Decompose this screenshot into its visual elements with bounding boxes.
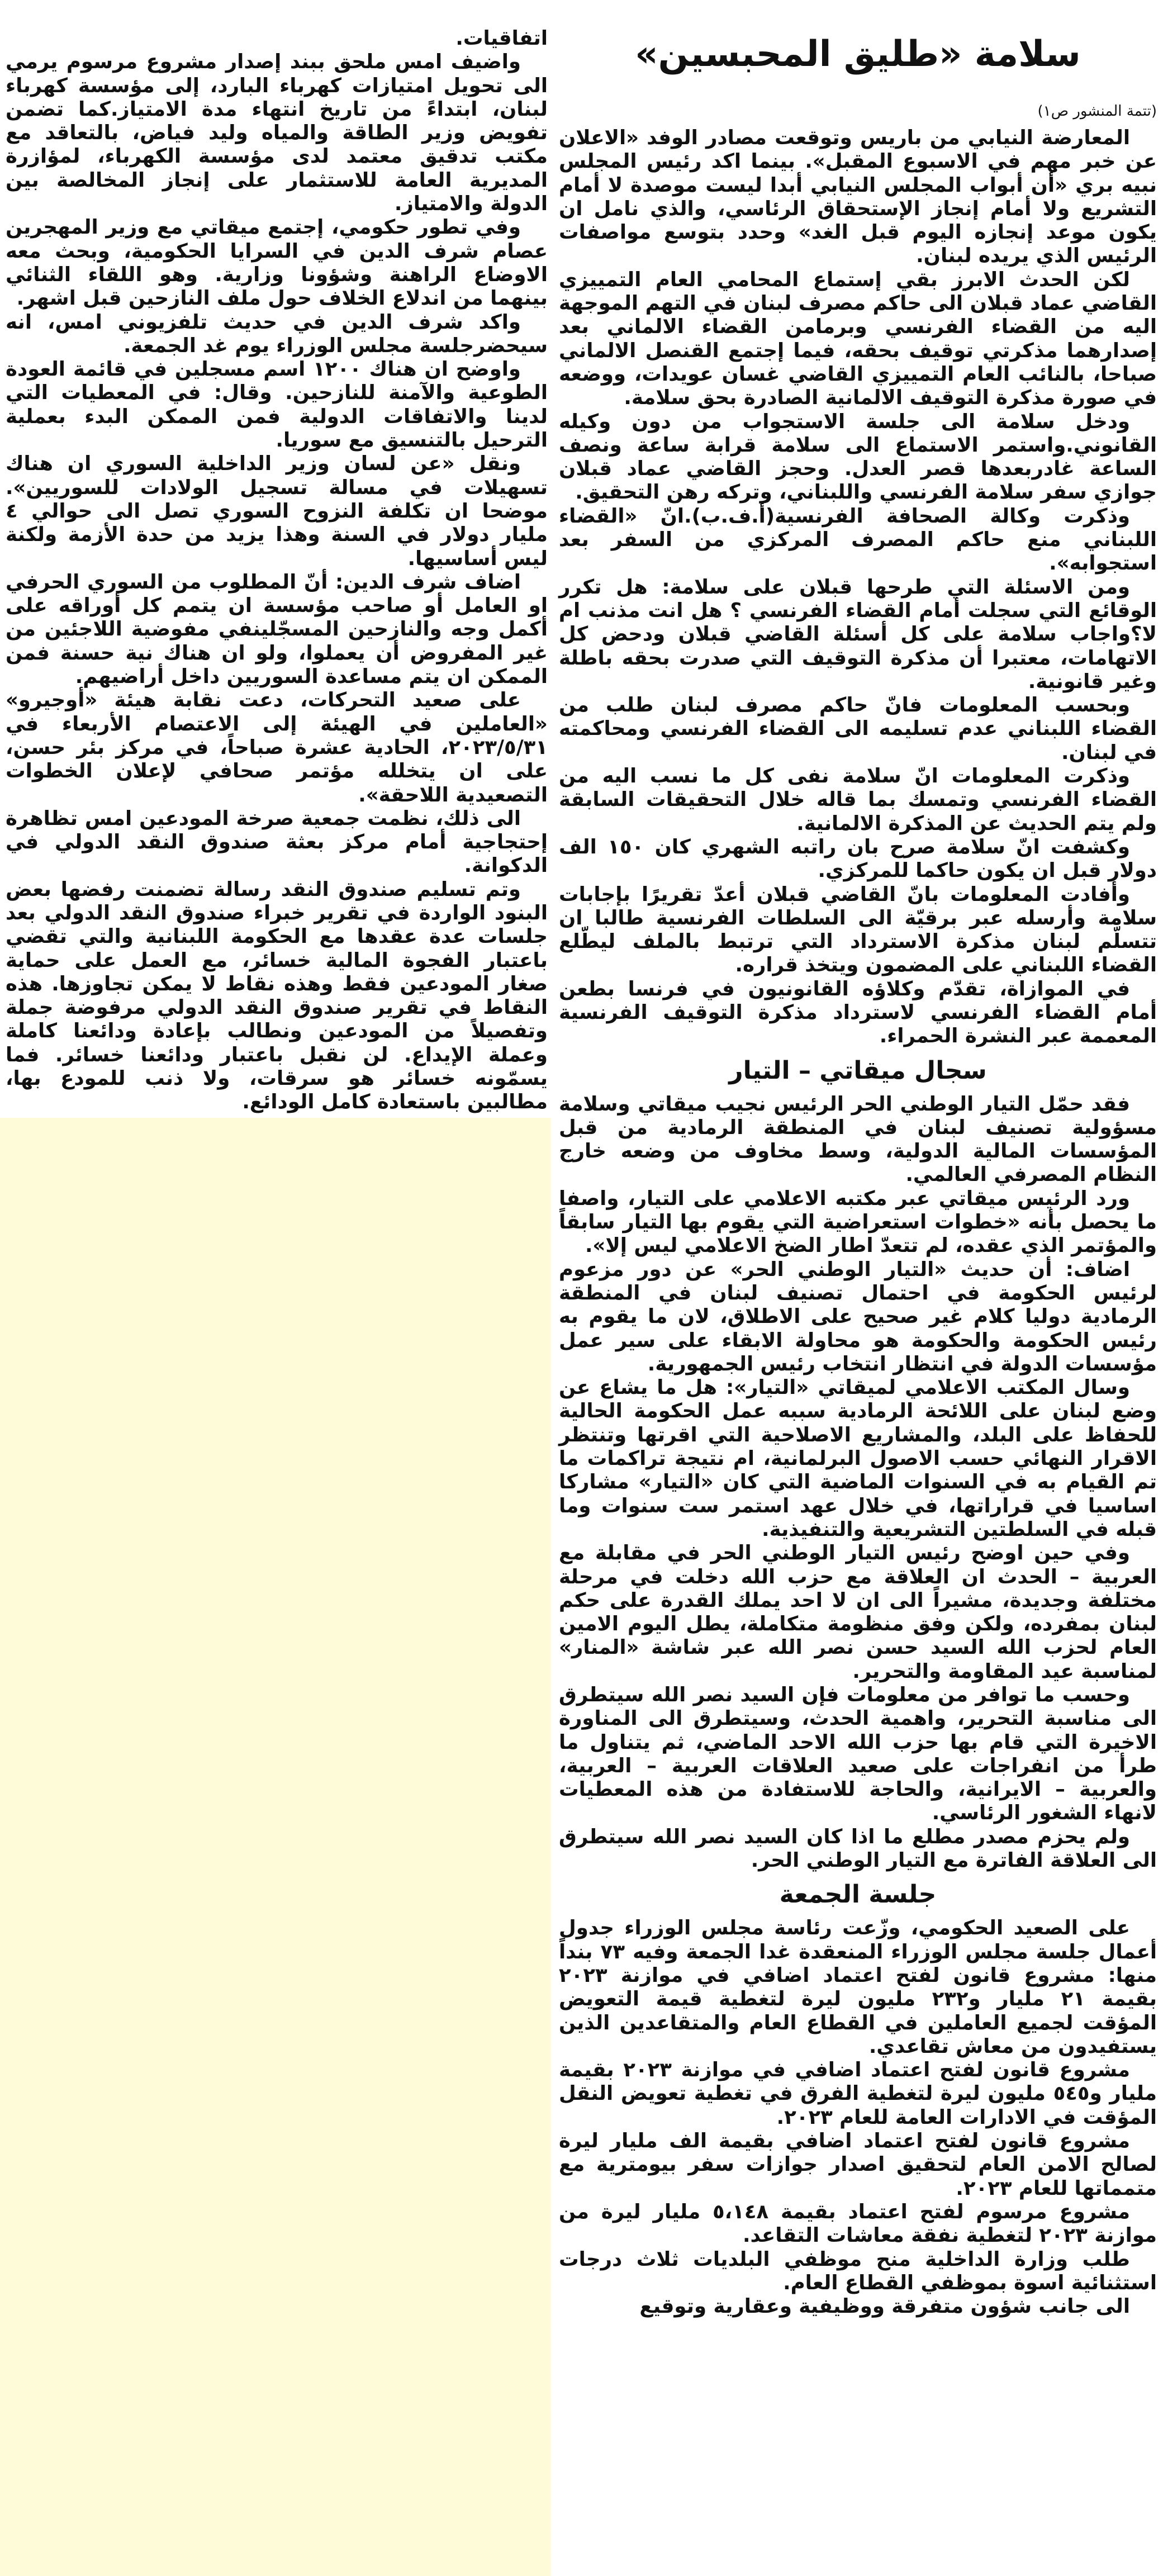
continuation-body [6, 27, 548, 1114]
paragraph: وتم تسليم صندوق النقد رسالة تضمنت رفضها بعض البنود الواردة في تقرير خبراء صندوق النقد الدولي بعد جلسات عدة عقدها مع الحكومة اللبنانية والتي تقضي باعتبار الفجوة المالية خسائر، مع العمل على حماية صغار المودعين فقط وهذه نقاط لا يمكن تجاوزها. هذه النقاط في تقرير صندوق النقد الدولي مرفوضة جملة وتفصيلاً من المودعين ونطالب بإعادة ودائعنا كاملة وعملة الإيداع. لن نقبل باعتبار ودائعنا خسائر. فما يسمّونه خسائر هو سرقات، ولا ذنب للمودع بها، مطالبين باستعادة كامل الودائع. [6, 877, 548, 1114]
paragraph: مشروع قانون لفتح اعتماد اضافي في موازنة ٢٠٢٣ بقيمة مليار و٥٤٥ مليون ليرة لتغطية الفرق في تغطية تعويض النقل المؤقت في الادارات العامة للعام ٢٠٢٣. [559, 2058, 1157, 2129]
paragraph: وفي تطور حكومي، إجتمع ميقاتي مع وزير المهجرين عصام شرف الدين في السرايا الحكومية، وبحث معه الاوضاع الراهنة وشؤونا وزارية. وهو اللقاء الثنائي بينهما من اندلاع الخلاف حول ملف النازحين قبل اشهر. [6, 216, 548, 310]
article-headline: سلامة «طليق المحبسين» [635, 34, 1081, 75]
paragraph: واكد شرف الدين في حديث تلفزيوني امس، انه سيحضرجلسة مجلس الوزراء يوم غد الجمعة. [6, 310, 548, 357]
paragraph: على صعيد التحركات، دعت نقابة هيئة «أوجيرو» «العاملين في الهيئة إلى الاعتصام الأربعاء في ٢٠٢٣/٥/٣١، الحادية عشرة صباحاً، في مركز بئر حسن، على ان يتخلله مؤتمر صحافي لإعلان الخطوات التصعيدية اللاحقة». [6, 689, 548, 807]
subheading-friday-session: جلسة الجمعة [779, 1880, 937, 1909]
paragraph: اضاف شرف الدين: أنّ المطلوب من السوري الحرفي او العامل أو صاحب مؤسسة ان يتمم كل أوراقه على أكمل وجه والنازحين المسجّلينفي مفوضية اللاجئين من غير المفروض أن يعملوا، ولو ان هناك نية حسنة فمن الممكن ان يتم مساعدة السوريين داخل أراضيهم. [6, 570, 548, 689]
paragraph: على الصعيد الحكومي، وزّعت رئاسة مجلس الوزراء جدول أعمال جلسة مجلس الوزراء المنعقدة غدا الجمعة وفيه ٧٣ بنداً منها: مشروع قانون لفتح اعتماد اضافي في موازنة ٢٠٢٣ بقيمة ٢١ مليار و٢٣٢ مليون ليرة لتغطية قيمة التعويض المؤقت لجميع العاملين في القطاع العام والمتقاعدين الذين يستفيدون من معاش تقاعدي. [559, 1916, 1157, 2058]
paragraph: فقد حمّل التيار الوطني الحر الرئيس نجيب ميقاتي وسلامة مسؤولية تصنيف لبنان في المنطقة الرمادية من قبل المؤسسات المالية الدولية، وسط مخاوف من وضعه خارج النظام المصرفي العالمي. [559, 1092, 1157, 1187]
paragraph: مشروع مرسوم لفتح اعتماد بقيمة ٥،١٤٨ مليار ليرة من موازنة ٢٠٢٣ لتغطية نفقة معاشات التقاعد. [559, 2200, 1157, 2247]
continuation-column [6, 0, 548, 1114]
paragraph: اتفاقيات. [455, 27, 548, 50]
paragraph: اضاف: أن حديث «التيار الوطني الحر» عن دور مزعوم لرئيس الحكومة في احتمال تصنيف لبنان في المنطقة الرمادية دوليا كلام غير صحيح على الاطلاق، لان ما يقوم به رئيس الحكومة والحكومة هو محاولة الابقاء على سير عمل مؤسسات الدولة في انتظار انتخاب رئيس الجمهورية. [559, 1258, 1157, 1375]
article-body-part-b [559, 1093, 1157, 1873]
paragraph: ودخل سلامة الى جلسة الاستجواب من دون وكيله القانوني.واستمر الاستماع الى سلامة قرابة ساعة ونصف الساعة غادربعدها قصر العدل. وحجز القاضي عماد قبلان جوازي سفر سلامة الفرنسي واللبناني، وتركه رهن التحقيق. [559, 410, 1157, 504]
article-body-part-a [559, 126, 1157, 1049]
paragraph: المعارضة النيابي من باريس وتوقعت مصادر الوفد «الاعلان عن خبر مهم في الاسبوع المقبل». بينما اكد رئيس المجلس نبيه بري «أن أبواب المجلس النيابي أبدا ليست موصدة لا أمام التشريع ولا أمام إنجاز الإستحقاق الرئاسي، والذي نامل ان يكون موعد إنجازه اليوم قبل الغد» وحدد بتوسع مواصفات الرئيس الذي يريده لبنان. [559, 126, 1157, 268]
paragraph: في الموازاة، تقدّم وكلاؤه القانونيون في فرنسا بطعن أمام القضاء الفرنسي لاسترداد مذكرة التوقيف الفرنسية المعممة عبر النشرة الحمراء. [559, 977, 1157, 1048]
main-article-column [559, 0, 1157, 2318]
paragraph: مشروع قانون لفتح اعتماد اضافي بقيمة الف مليار ليرة لصالح الامن العام لتحقيق اصدار جوازات سفر بيومترية مع متمماتها للعام ٢٠٢٣. [559, 2129, 1157, 2200]
paragraph: وسال المكتب الاعلامي لميقاتي «التيار»: هل ما يشاع عن وضع لبنان على اللائحة الرمادية سببه عمل الحكومة الحالية للحفاظ على البلد، والمشاريع الاصلاحية التي اقرتها وتنتظر الاقرار النهائي حسب الاصول البرلمانية، ام نتيجة تراكمات ما تم القيام به في السنوات الماضية التي كان «التيار» مشاركا اساسيا في قراراتها، في خلال عهد استمر ست سنوات وما قبله في السلطتين التشريعية والتنفيذية. [559, 1376, 1157, 1541]
paragraph: طلب وزارة الداخلية منح موظفي البلديات ثلاث درجات استثنائية اسوة بموظفي القطاع العام. [559, 2247, 1157, 2294]
paragraph: واضيف امس ملحق ببند إصدار مشروع مرسوم يرمي الى تحويل امتيازات كهرباء البارد، إلى مؤسسة كهرباء لبنان، ابتداءً من تاريخ انتهاء مدة الامتياز.كما تضمن تفويض وزير الطاقة والمياه وليد فياض، بالتعاقد مع مكتب تدقيق معتمد لدى مؤسسة الكهرباء، لمؤازرة المديرية العامة للاستثمار على إنجاز المخالصة بين الدولة والامتياز. [6, 50, 548, 216]
paragraph: ونقل «عن لسان وزير الداخلية السوري ان هناك تسهيلات في مسالة تسجيل الولادات للسوريين». موضحا ان تكلفة النزوح السوري تصل الى حوالي ٤ مليار دولار في السنة وهذا يزيد من حدة الأزمة ولكنة ليس أساسيها. [6, 452, 548, 570]
empty-yellow-area [0, 1118, 550, 2576]
paragraph: الى جانب شؤون متفرقة ووظيفية وعقارية وتوقيع [639, 2295, 1130, 2318]
paragraph: وبحسب المعلومات فانّ حاكم مصرف لبنان طلب من القضاء اللبناني عدم تسليمه الى القضاء الفرنسي ومحاكمته في لبنان. [559, 694, 1157, 764]
paragraph: لكن الحدث الابرز بقي إستماع المحامي العام التمييزي القاضي عماد قبلان الى حاكم مصرف لبنان في التهم الموجهة اليه من القضاء الفرنسي وبرمامن القضاء الالماني بعد إصدارهما مذكرتي توقيف بحقه، فيما إجتمع القنصل الالماني صباحا، بالنائب العام التمييزي القاضي غسان عويدات، ووضعه في صورة مذكرة التوقيف الالمانية الصادرة بحق سلامة. [559, 268, 1157, 410]
paragraph: ورد الرئيس ميقاتي عبر مكتبه الاعلامي على التيار، واصفا ما يحصل بأنه «خطوات استعراضية التي يقوم بها التيار سابقاً والمؤتمر الذي عقده، لم تتعدّ اطار الضخ الاعلامي ليس إلا». [559, 1187, 1157, 1258]
paragraph: ومن الاسئلة التي طرحها قبلان على سلامة: هل تكرر الوقائع التي سجلت أمام القضاء الفرنسي ؟ هل انت مذنب ام لا؟واجاب سلامة على كل أسئلة القاضي قبلان ودحض كل الاتهامات، معتبرا أن مذكرة التوقيف التي صدرت بحقه باطلة وغير قانونية. [559, 575, 1157, 693]
paragraph: وذكرت المعلومات انّ سلامة نفى كل ما نسب اليه من القضاء الفرنسي وتمسك بما قاله خلال التحقيقات السابقة ولم يتم الحديث عن المذكرة الالمانية. [559, 765, 1157, 835]
paragraph: وفي حين اوضح رئيس التيار الوطني الحر في مقابلة مع العربية – الحدث ان العلاقة مع حزب الله دخلت في مرحلة مختلفة وجديدة، مشيراً الى ان لا احد يملك القدرة على حكم لبنان بمفرده، ولكن وفق منظومة متكاملة، يطل اليوم الامين العام لحزب الله السيد حسن نصر الله عبر شاشة «المنار» لمناسبة عيد المقاومة والتحرير. [559, 1541, 1157, 1683]
article-body-part-c [559, 1916, 1157, 2318]
paragraph: ولم يحزم مصدر مطلع ما اذا كان السيد نصر الله سيتطرق الى العلاقة الفاترة مع التيار الوطني الحر. [559, 1825, 1157, 1872]
paragraph: وكشفت انّ سلامة صرح بان راتبه الشهري كان ١٥٠ الف دولار قبل ان يكون حاكما للمركزي. [559, 835, 1157, 883]
subheading-mikati-tayyar: سجال ميقاتي – التيار [729, 1056, 987, 1085]
paragraph: واوضح ان هناك ١٢٠٠ اسم مسجلين في قائمة العودة الطوعية والآمنة للنازحين. وقال: في المعطيات التي لدينا والاتفاقات الدولية فمن الممكن البدء بعملية الترحيل بالتنسيق مع سوريا. [6, 358, 548, 452]
paragraph: الى ذلك، نظمت جمعية صرخة المودعين امس تظاهرة إحتجاجية أمام مركز بعثة صندوق النقد الدولي في الدكوانة. [6, 807, 548, 877]
continued-note: (تتمة المنشور ص١) [1037, 103, 1157, 120]
paragraph: وحسب ما توافر من معلومات فإن السيد نصر الله سيتطرق الى مناسبة التحرير، واهمية الحدث، وسيتطرق الى المناورة الاخيرة التي قام بها حزب الله الاحد الماضي، ثم يتناول ما طرأ من انفراجات على صعيد العلاقات العربية – العربية، والعربية – الايرانية، والحاجة للاستفادة من هذه المعطيات لانهاء الشغور الرئاسي. [559, 1683, 1157, 1825]
paragraph: وأفادت المعلومات بانّ القاضي قبلان أعدّ تقريرًا بإجابات سلامة وأرسله عبر برقيّة الى السلطات الفرنسية طالبا ان تتسلّم لبنان مذكرة الاسترداد التي ترتبط بالملف ليطّلع القضاء اللبناني على المضمون ويتخذ قراره. [559, 883, 1157, 977]
paragraph: وذكرت وكالة الصحافة الفرنسية(أ.ف.ب).انّ «القضاء اللبناني منع حاكم المصرف المركزي من السفر بعد استجوابه». [559, 504, 1157, 575]
